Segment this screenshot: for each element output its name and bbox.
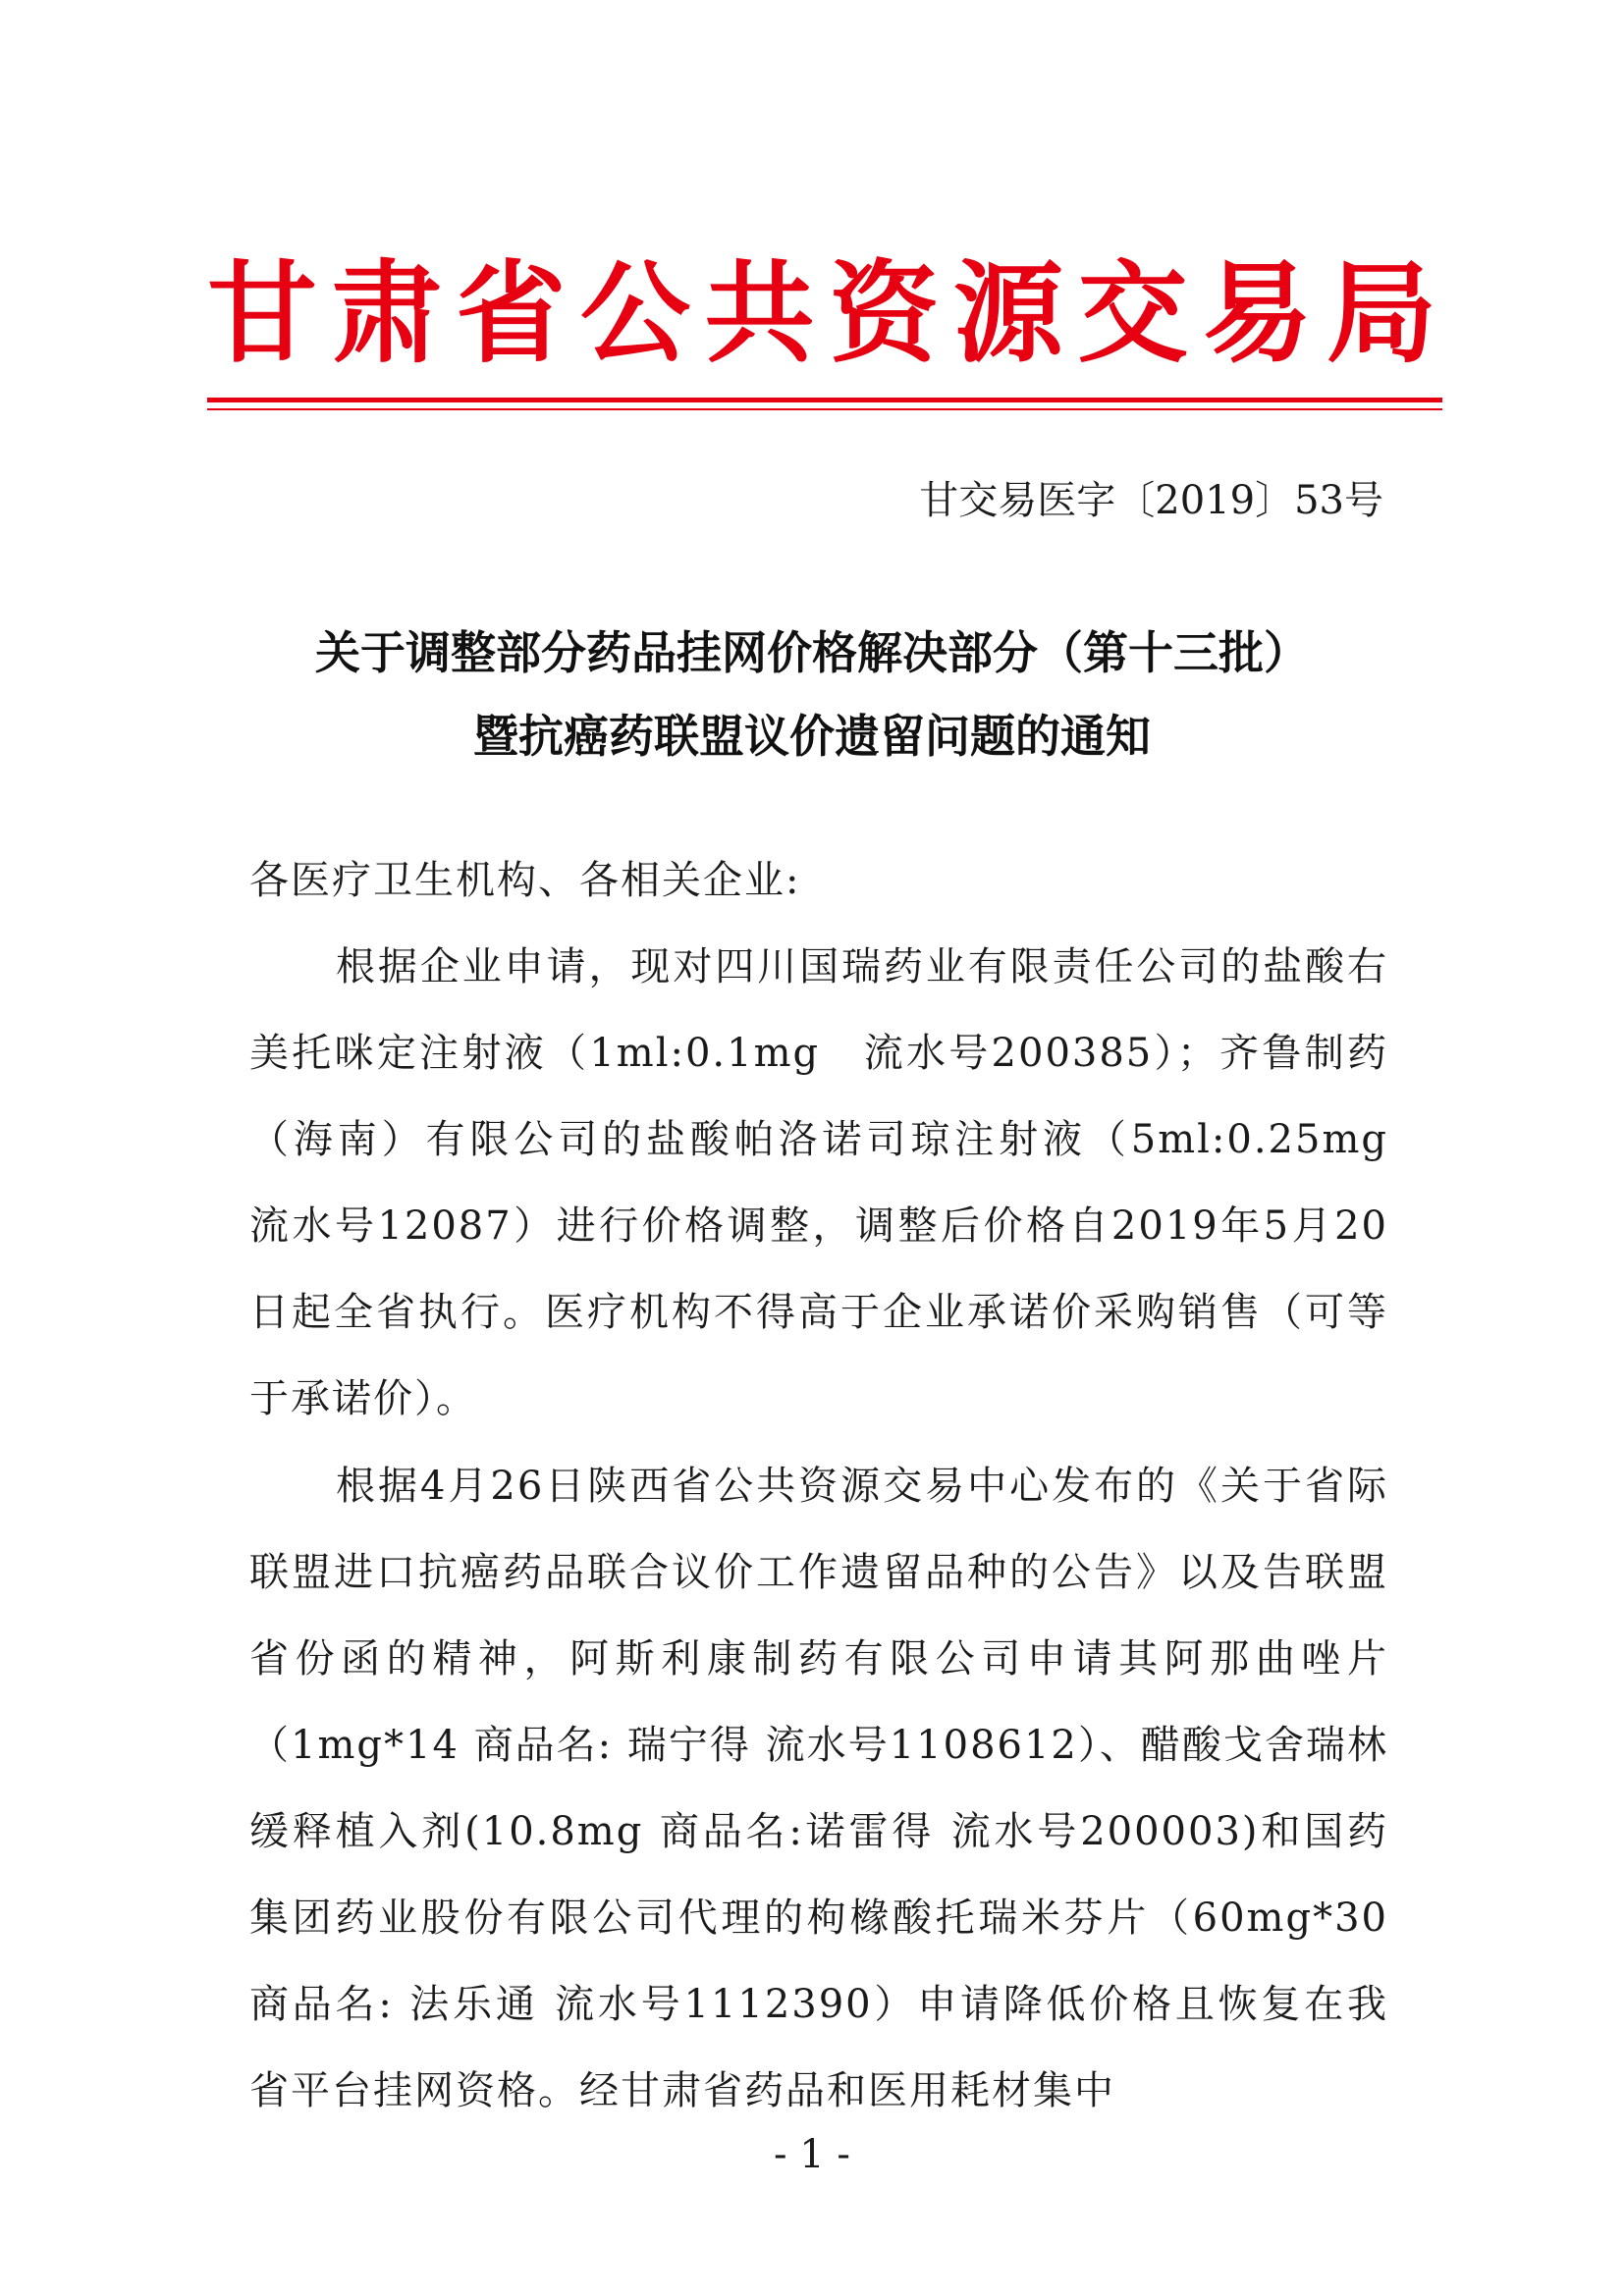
- document-number: 甘交易医字〔2019〕53号: [919, 478, 1383, 523]
- body-paragraph-1: 根据企业申请，现对四川国瑞药业有限责任公司的盐酸右美托咪定注射液（1ml:0.1mg 流水号200385）；齐鲁制药（海南）有限公司的盐酸帕洛诺司琼注射液（5ml:0.25mg 流水号12087）进行价格调整，调整后价格自2019年5月20日起全省执行。医疗机构不得高于企业承诺价采购销售（可等于承诺价）。: [249, 944, 1430, 1421]
- notice-title-line-1: 关于调整部分药品挂网价格解决部分（第十三批）: [315, 626, 1309, 679]
- masthead-title: 甘肃省公共资源交易局: [207, 249, 1438, 378]
- page-number: - 1 -: [774, 2132, 850, 2177]
- masthead-rule-thick: [207, 398, 1442, 402]
- notice-title-line-2: 暨抗癌药联盟议价遗留问题的通知: [473, 710, 1151, 763]
- body-paragraph-2: 根据4月26日陕西省公共资源交易中心发布的《关于省际联盟进口抗癌药品联合议价工作遗留品种的公告》以及告联盟省份函的精神，阿斯利康制药有限公司申请其阿那曲唑片（1mg*14 商品名: 瑞宁得 流水号1108612）、醋酸戈舍瑞林缓释植入剂(10.8mg 商品名:诺雷得 流水号200003)和国药集团药业股份有限公司代理的枸橼酸托瑞米芬片（60mg*30 商品名: 法乐通 流水号1112390）申请降低价格且恢复在我省平台挂网资格。经甘肃省药品和医用耗材集中: [249, 1464, 1388, 2113]
- masthead-rule-thin: [207, 408, 1442, 410]
- salutation: 各医疗卫生机构、各相关企业:: [249, 858, 801, 903]
